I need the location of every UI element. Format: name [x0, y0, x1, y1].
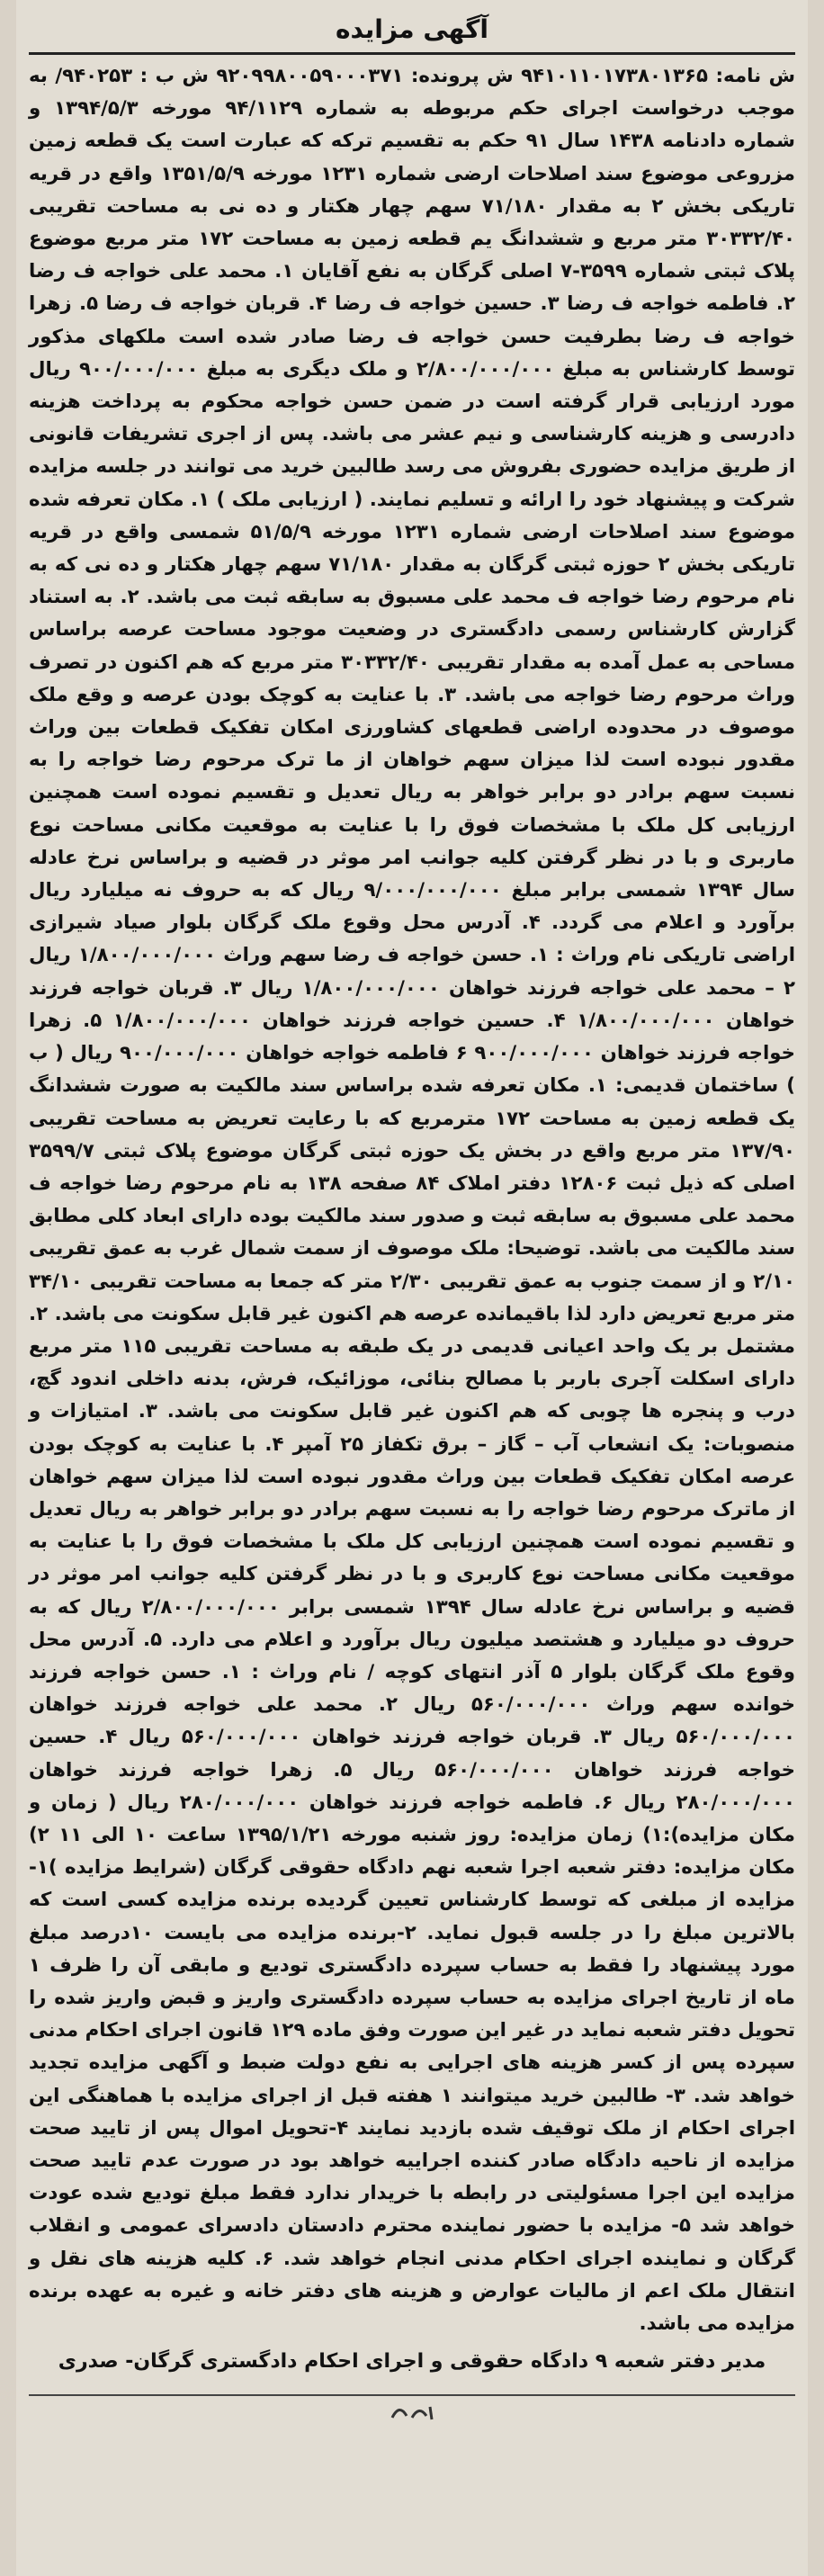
notice-title: آگهی مزایده [336, 13, 489, 44]
bottom-divider [29, 2394, 795, 2432]
notice-signature: مدیر دفتر شعبه ۹ دادگاه حقوقی و اجرای احکام دادگستری گرگان- صدری [58, 2350, 766, 2374]
notice-paper [16, 0, 808, 2576]
ornament-icon [385, 2400, 439, 2425]
title-bar [29, 5, 795, 55]
notice-body: ش نامه: ۹۴۱۰۱۱۰۱۷۳۸۰۱۳۶۵ ش پرونده: ۹۲۰۹۹۸۰۰۵۹۰۰۰۳۷۱ ش ب : ۹۴۰۲۵۳/ به موجب درخواست اجرای حکم مربوطه به شماره ۹۴/۱۱۲۹ مورخه ۱۳۹۴/۵/۳ و شماره دادنامه ۱۴۳۸ سال ۹۱ حکم به تقسیم ترکه که عبارت است یک قطعه زمین مزروعی موضوع سند اصلاحات ارضی شماره ۱۲۳۱ مورخه ۱۳۵۱/۵/۹ واقع در قریه تاریکی بخش ۲ به مقدار ۷۱/۱۸۰ سهم چهار هکتار و ده نی به مساحت تقریبی ۳۰۳۳۲/۴۰ متر مربع و ششدانگ یم قطعه زمین به مساحت ۱۷۲ متر مربع موضوع پلاک ثبتی شماره ۳۵۹۹-۷ اصلی گرگان به نفع آقایان ۱. محمد علی خواجه ف رضا ۲. فاطمه خواجه ف رضا ۳. حسین خواجه ف رضا ۴. قربان خواجه ف رضا ۵. زهرا خواجه ف رضا بطرفیت حسن خواجه ف رضا صادر شده است ملکهای مذکور توسط کارشناس به مبلغ ۲/۸۰۰/۰۰۰/۰۰۰ و ملک دیگری به مبلغ ۹۰۰/۰۰۰/۰۰۰ ریال مورد ارزیابی قرار گرفته است در ضمن حسن خواجه محکوم به پرداخت هزینه دادرسی و هزینه کارشناسی و نیم عشر می باشد. پس از اجری تشریفات قانونی از طریق مزایده حضوری بفروش می رسد طالبین خرید می توانند در جلسه مزایده شرکت و پیشنهاد خود را ارائه و تسلیم نمایند. ( ارزیابی ملک ) ۱. مکان تعرفه شده موضوع سند اصلاحات ارضی شماره ۱۲۳۱ مورخه ۵۱/۵/۹ شمسی واقع در قریه تاریکی بخش ۲ حوزه ثبتی گرگان به مقدار ۷۱/۱۸۰ سهم چهار هکتار و ده نی که به نام مرحوم رضا خواجه ف محمد علی مسبوق به سابقه ثبت می باشد. ۲. به استناد گزارش کارشناس رسمی دادگستری در وضعیت موجود مساحت عرصه براساس مساحی به عمل آمده به مقدار تقریبی ۳۰۳۳۲/۴۰ متر مربع که هم اکنون در تصرف وراث مرحوم رضا خواجه می باشد. ۳. با عنایت به کوچک بودن عرصه و وقع ملک موصوف در محدوده اراضی قطعهای کشاورزی امکان تفکیک قطعات بین وراث مقدور نبوده است لذا میزان سهم خواهان از ما ترک مرحوم رضا خواجه را به نسبت سهم برادر دو برابر خواهر به ریال تعدیل و تقسیم نموده است همچنین ارزیابی کل ملک با مشخصات فوق را با عنایت به موقعیت مکانی مساحت نوع ماربری و با در نظر گرفتن کلیه جوانب امر موثر در قضیه و براساس نرخ عادله سال ۱۳۹۴ شمسی برابر مبلغ ۹/۰۰۰/۰۰۰/۰۰۰ ریال که به حروف نه میلیارد ریال برآورد و اعلام می گردد. ۴. آدرس محل وقوع ملک گرگان بلوار صیاد شیرازی اراضی تاریکی نام وراث : ۱. حسن خواجه ف رضا سهم وراث ۱/۸۰۰/۰۰۰/۰۰۰ ریال ۲ – محمد علی خواجه فرزند خواهان ۱/۸۰۰/۰۰۰/۰۰۰ ریال ۳. قربان خواجه فرزند خواهان ۱/۸۰۰/۰۰۰/۰۰۰ ۴. حسین خواجه فرزند خواهان ۱/۸۰۰/۰۰۰/۰۰۰ ۵. زهرا خواجه فرزند خواهان ۹۰۰/۰۰۰/۰۰۰ ۶ فاطمه خواجه خواهان ۹۰۰/۰۰۰/۰۰۰ ریال ( ب ) ساختمان قدیمی: ۱. مکان تعرفه شده براساس سند مالکیت به صورت ششدانگ یک قطعه زمین به مساحت ۱۷۲ مترمربع که با رعایت تعریض به مساحت تقریبی ۱۳۷/۹۰ متر مربع واقع در بخش یک حوزه ثبتی گرگان موضوع پلاک ثبتی ۳۵۹۹/۷ اصلی که ذیل ثبت ۱۲۸۰۶ دفتر املاک ۸۴ صفحه ۱۳۸ به نام مرحوم رضا خواجه ف محمد علی مسبوق به سابقه ثبت و صدور سند مالکیت بوده دارای ابعاد کلی مطابق سند مالکیت می باشد. توضیحا: ملک موصوف از سمت شمال غرب به عمق تقریبی ۲/۱۰ و از سمت جنوب به عمق تقریبی ۲/۳۰ متر که جمعا به مساحت تقریبی ۳۴/۱۰ متر مربع تعریض دارد لذا باقیمانده عرصه هم اکنون غیر قابل سکونت می باشد. ۲. مشتمل بر یک واحد اعیانی قدیمی در یک طبقه به مساحت تقریبی ۱۱۵ متر مربع دارای اسکلت آجری باربر با مصالح بنائی، موزائیک، فرش، بدنه داخلی اندود گچ، درب و پنجره ها چوبی که هم اکنون غیر قابل سکونت می باشد. ۳. امتیازات و منصوبات: یک انشعاب آب – گاز – برق تکفاز ۲۵ آمپر ۴. با عنایت به کوچک بودن عرصه امکان تفکیک قطعات بین وراث مقدور نبوده است لذا میزان سهم خواهان از ماترک مرحوم رضا خواجه را به نسبت سهم برادر دو برابر خواهر به ریال تعدیل و تقسیم نموده است همچنین ارزیابی کل ملک با مشخصات فوق را با عنایت به موقعیت مکانی مساحت نوع کاربری و با در نظر گرفتن کلیه جوانب امر موثر در قضیه و براساس نرخ عادله سال ۱۳۹۴ شمسی برابر ۲/۸۰۰/۰۰۰/۰۰۰ ریال که به حروف دو میلیارد و هشتصد میلیون ریال برآورد و اعلام می دارد. ۵. آدرس محل وقوع ملک گرگان بلوار ۵ آذر انتهای کوچه / نام وراث : ۱. حسن خواجه فرزند خوانده سهم وراث ۵۶۰/۰۰۰/۰۰۰ ریال ۲. محمد علی خواجه فرزند خواهان ۵۶۰/۰۰۰/۰۰۰ ریال ۳. قربان خواجه فرزند خواهان ۵۶۰/۰۰۰/۰۰۰ ریال ۴. حسین خواجه فرزند خواهان ۵۶۰/۰۰۰/۰۰۰ ریال ۵. زهرا خواجه فرزند خواهان ۲۸۰/۰۰۰/۰۰۰ ریال ۶. فاطمه خواجه فرزند خواهان ۲۸۰/۰۰۰/۰۰۰ ریال ( زمان و مکان مزایده):۱) زمان مزایده: روز شنبه مورخه ۱۳۹۵/۱/۲۱ ساعت ۱۰ الی ۱۱ ۲) مکان مزایده: دفتر شعبه اجرا شعبه نهم دادگاه حقوقی گرگان (شرایط مزایده )۱- مزایده از مبلغی که توسط کارشناس تعیین گردیده برنده مزایده کسی است که بالاترین مبلغ را در جلسه قبول نماید. ۲-برنده مزایده می بایست ۱۰درصد مبلغ مورد پیشنهاد را فقط به حساب سپرده دادگستری تودیع و مابقی آن را ظرف ۱ ماه از تاریخ اجرای مزایده به حساب سپرده دادگستری واریز و قبض واریز شده را تحویل دفتر شعبه نماید در غیر این صورت وفق ماده ۱۲۹ قانون اجرای احکام مدنی سپرده پس از کسر هزینه های اجرایی به نفع دولت ضبط و آگهی مزایده تجدید خواهد شد. ۳- طالبین خرید میتوانند ۱ هفته قبل از اجرای مزایده با هماهنگی این اجرای احکام از ملک توقیف شده بازدید نمایند ۴-تحویل اموال پس از تایید صحت مزایده از ناحیه دادگاه صادر کننده اجراییه خواهد بود در صورت عدم تایید صحت مزایده این اجرا مسئولیتی در رابطه با خریدار ندارد فقط مبلغ تودیع شده عودت خواهد شد ۵- مزایده با حضور نماینده محترم دادستان دادسرای عمومی و انقلاب گرگان و نماینده اجرای احکام مدنی انجام خواهد شد. ۶. کلیه هزینه های نقل و انتقال ملک اعم از مالیات عوارض و هزینه های دفتر خانه و غیره به عهده برنده مزایده می باشد. [29, 65, 796, 2336]
